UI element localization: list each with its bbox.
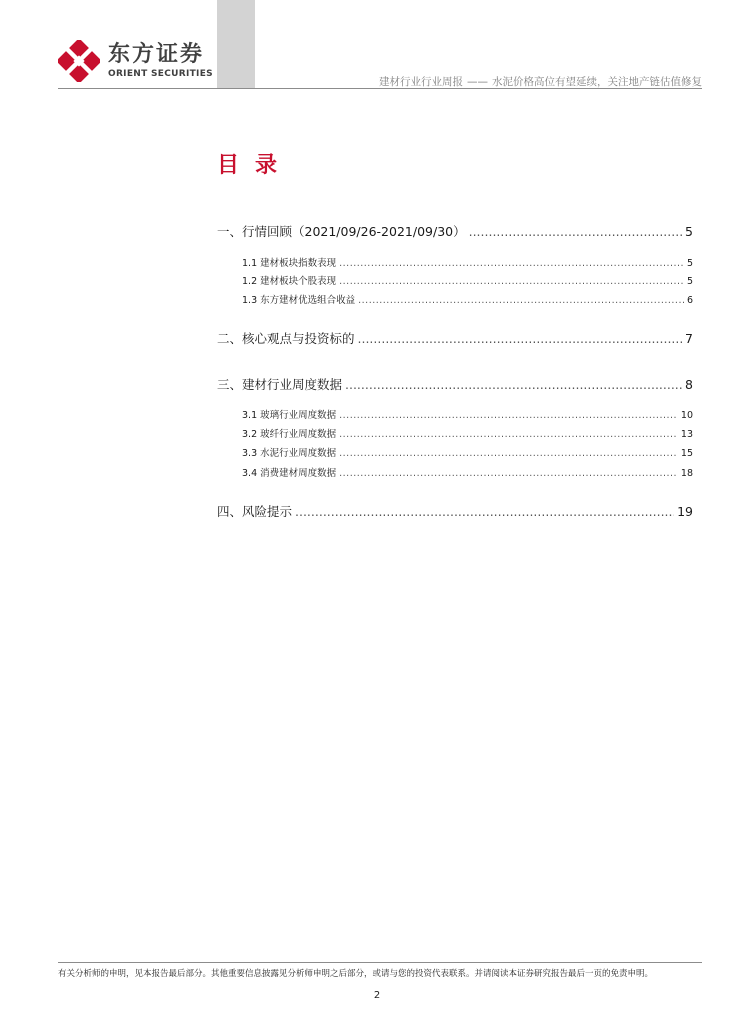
toc-entry-page: 19 (677, 504, 693, 519)
logo-mark-icon (58, 40, 100, 82)
toc-entry[interactable] (217, 255, 693, 269)
header-separator: —— (467, 76, 488, 88)
toc-leader-dots (358, 295, 684, 306)
toc-leader-dots (345, 377, 682, 392)
toc-entry-page: 6 (686, 295, 693, 306)
toc-entry[interactable] (217, 426, 693, 440)
report-type: 建材行业行业周报 (379, 76, 463, 88)
toc-entry-page: 13 (680, 429, 693, 440)
toc-title: 目录 (217, 153, 294, 178)
toc-leader-dots (339, 448, 678, 459)
toc-entry[interactable] (217, 375, 693, 393)
toc-entry-page: 7 (685, 331, 693, 346)
toc-entry-label: 1.2 建材板块个股表现 (242, 276, 337, 287)
footer-disclaimer: 有关分析师的申明，见本报告最后部分。其他重要信息披露见分析师申明之后部分，或请与您的投资代表联系。并请阅读本证券研究报告最后一页的免责申明。 (58, 969, 654, 979)
toc-entry-page: 10 (680, 410, 693, 421)
toc-leader-dots (295, 504, 674, 519)
toc-entry[interactable] (217, 222, 693, 240)
header-subtitle (379, 74, 702, 89)
toc-entry[interactable] (217, 445, 693, 459)
footer-divider (58, 962, 702, 963)
header-divider (58, 88, 702, 89)
toc-entry-label: 1.1 建材板块指数表现 (242, 258, 337, 269)
toc-leader-dots (469, 224, 682, 239)
report-headline: 水泥价格高位有望延续，关注地产链估值修复 (492, 76, 702, 88)
toc-leader-dots (339, 410, 678, 421)
header-accent-bar (217, 0, 255, 88)
toc-entry[interactable] (217, 407, 693, 421)
toc-entry-label: 二、核心观点与投资标的 (217, 331, 355, 346)
toc-entry-page: 5 (685, 224, 693, 239)
toc-entry-label: 一、行情回顾（2021/09/26-2021/09/30） (217, 224, 466, 239)
toc-leader-dots (339, 276, 684, 287)
toc-entry[interactable] (217, 273, 693, 287)
toc-entry-page: 8 (685, 377, 693, 392)
toc-entry[interactable] (217, 465, 693, 479)
toc-entry-label: 三、建材行业周度数据 (217, 377, 343, 392)
toc-entry-page: 18 (680, 468, 693, 479)
toc-entry-label: 3.1 玻璃行业周度数据 (242, 410, 337, 421)
toc-entry-label: 四、风险提示 (217, 504, 293, 519)
toc-entry[interactable] (217, 329, 693, 347)
toc-entry-label: 3.4 消费建材周度数据 (242, 468, 337, 479)
toc-leader-dots (339, 258, 684, 269)
toc-entry-label: 3.2 玻纤行业周度数据 (242, 429, 337, 440)
toc-entry-label: 1.3 东方建材优选组合收益 (242, 295, 356, 306)
toc-entry-page: 5 (686, 276, 693, 287)
logo-name-cn: 东方证券 (108, 42, 205, 67)
toc-leader-dots (358, 331, 683, 346)
toc-entry-label: 3.3 水泥行业周度数据 (242, 448, 337, 459)
toc-entry[interactable] (217, 502, 693, 520)
logo-name-en: ORIENT SECURITIES (108, 69, 213, 79)
company-logo (58, 40, 213, 82)
toc-entry-page: 15 (680, 448, 693, 459)
toc-entry[interactable] (217, 292, 693, 306)
page-number: 2 (373, 990, 381, 1001)
toc-leader-dots (339, 429, 678, 440)
toc-leader-dots (339, 468, 678, 479)
toc-entry-page: 5 (686, 258, 693, 269)
